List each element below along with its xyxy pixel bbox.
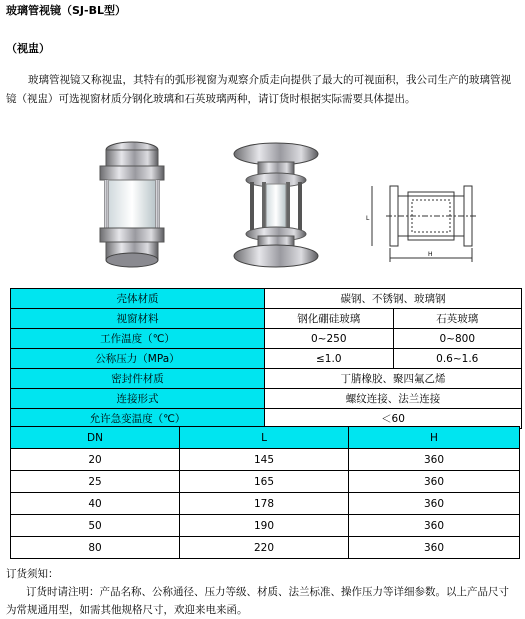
- page-title: 玻璃管视镜（SJ-BL型）: [6, 4, 126, 17]
- cell-h: 360: [349, 471, 520, 493]
- cell-l: 165: [180, 471, 349, 493]
- cell-h: 360: [349, 515, 520, 537]
- spec-value: 钢化硼硅玻璃: [265, 309, 394, 329]
- spec-row: [11, 389, 522, 409]
- header-l: L: [180, 427, 349, 449]
- cell-dn: 25: [11, 471, 180, 493]
- spec-key: 视窗材料: [11, 309, 265, 329]
- cell-l: 190: [180, 515, 349, 537]
- spec-value: ＜60: [265, 409, 522, 429]
- table-row: [11, 449, 520, 471]
- spec-row: [11, 329, 522, 349]
- cell-dn: 80: [11, 537, 180, 559]
- spec-value: 丁腈橡胶、聚四氟乙烯: [265, 369, 522, 389]
- table-row: [11, 515, 520, 537]
- spec-row: [11, 289, 522, 309]
- header-h: H: [349, 427, 520, 449]
- length-label: L: [366, 215, 370, 222]
- height-label: H: [428, 251, 433, 258]
- spec-table: [10, 288, 522, 429]
- notice-paragraph: 订货时请注明：产品名称、公称通径、压力等级、材质、法兰标准、操作压力等详细参数。以上产品尺寸为常规通用型，如需其他规格尺寸，欢迎来电来函。: [6, 586, 509, 616]
- spec-value: ≤1.0: [265, 349, 394, 369]
- intro-paragraph: 玻璃管视镜又称视盅，其特有的弧形视窗为观察介质走向提供了最大的可视面积，我公司生产的玻璃管视镜（视盅）可选视窗材质分钢化玻璃和石英玻璃两种，请订货时根据实际需要具体提出。: [6, 74, 511, 105]
- spec-value: 0~800: [393, 329, 522, 349]
- spec-row: [11, 369, 522, 389]
- spec-value: 0~250: [265, 329, 394, 349]
- spec-value: 碳钢、不锈钢、玻璃钢: [265, 289, 522, 309]
- cell-dn: 20: [11, 449, 180, 471]
- cell-h: 360: [349, 493, 520, 515]
- spec-key: 允许急变温度（℃）: [11, 409, 265, 429]
- cell-l: 178: [180, 493, 349, 515]
- spec-key: 壳体材质: [11, 289, 265, 309]
- threaded-sight-glass-photo: [92, 140, 172, 268]
- cell-h: 360: [349, 449, 520, 471]
- spec-value: 螺纹连接、法兰连接: [265, 389, 522, 409]
- cell-dn: 40: [11, 493, 180, 515]
- spec-row: [11, 309, 522, 329]
- dimension-table: [10, 426, 520, 559]
- spec-key: 连接形式: [11, 389, 265, 409]
- product-images: [0, 138, 525, 278]
- cell-l: 145: [180, 449, 349, 471]
- table-row: [11, 493, 520, 515]
- dimension-drawing: [366, 178, 496, 268]
- spec-value: 石英玻璃: [393, 309, 522, 329]
- cell-dn: 50: [11, 515, 180, 537]
- spec-key: 公称压力（MPa）: [11, 349, 265, 369]
- table-header-row: [11, 427, 520, 449]
- spec-key: 工作温度（℃）: [11, 329, 265, 349]
- table-row: [11, 471, 520, 493]
- page-subtitle: （视盅）: [6, 42, 50, 55]
- spec-key: 密封件材质: [11, 369, 265, 389]
- table-row: [11, 537, 520, 559]
- cell-h: 360: [349, 537, 520, 559]
- flanged-sight-glass-photo: [232, 142, 320, 270]
- notice-title: 订货须知：: [6, 568, 59, 580]
- spec-value: 0.6~1.6: [393, 349, 522, 369]
- spec-row: [11, 349, 522, 369]
- cell-l: 220: [180, 537, 349, 559]
- header-dn: DN: [11, 427, 180, 449]
